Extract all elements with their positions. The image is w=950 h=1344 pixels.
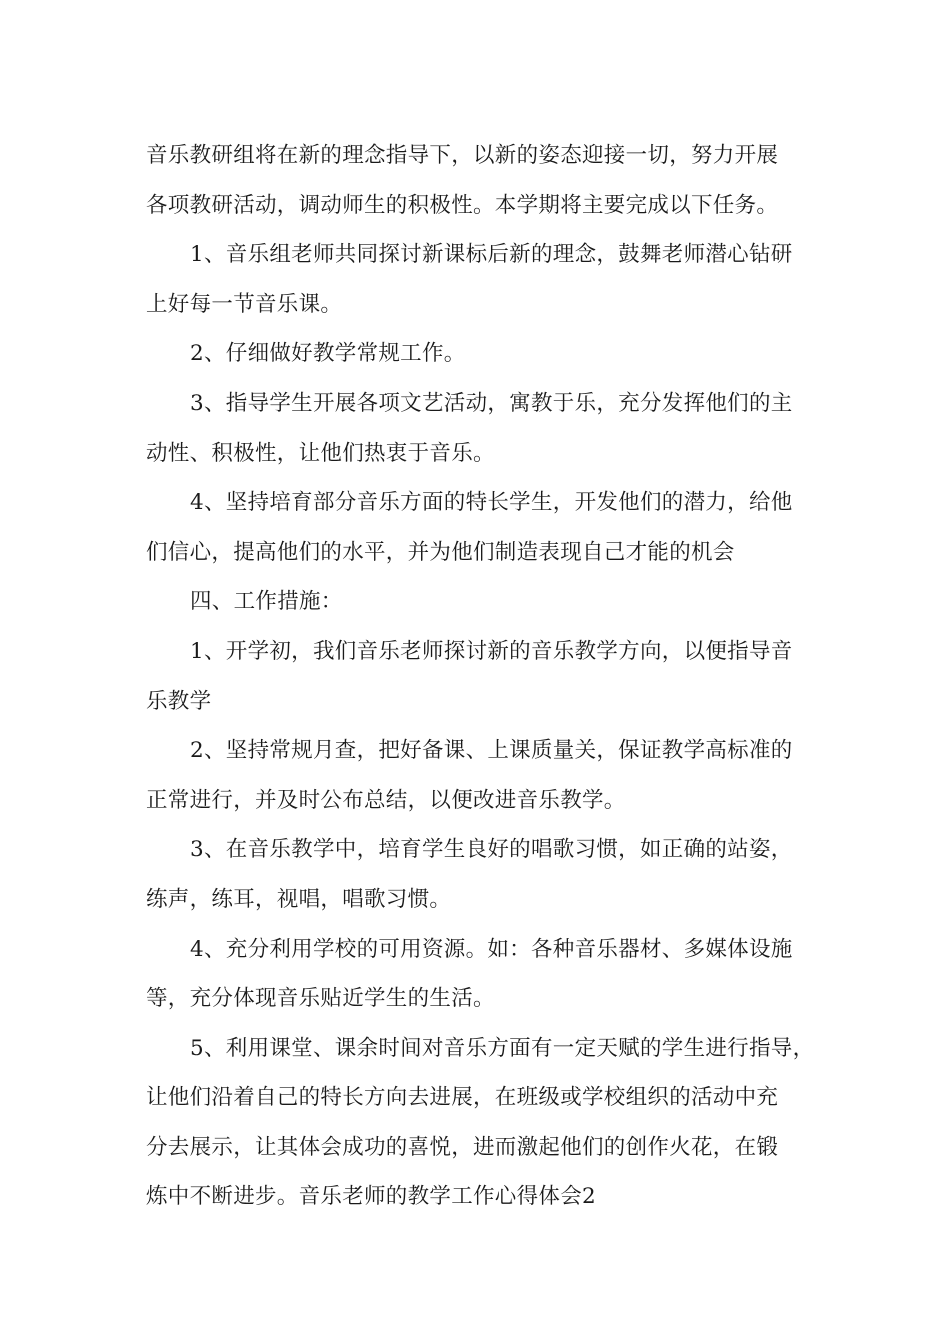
text-line: 乐教学	[146, 688, 212, 714]
section-heading: 四、工作措施：	[190, 589, 343, 615]
text-line: 各项教研活动，调动师生的积极性。本学期将主要完成以下任务。	[146, 192, 779, 218]
text-line: 分去展示，让其体会成功的喜悦，进而激起他们的创作火花，在锻	[146, 1134, 779, 1160]
text-line: 音乐教研组将在新的理念指导下，以新的姿态迎接一切，努力开展	[146, 143, 779, 168]
text-line: 上好每一节音乐课。	[146, 291, 343, 317]
text-line: 炼中不断进步。音乐老师的教学工作心得体会2	[146, 1184, 596, 1210]
text-line: 动性、积极性，让他们热衷于音乐。	[146, 440, 495, 466]
text-line: 3、指导学生开展各项文艺活动，寓教于乐，充分发挥他们的主	[190, 390, 793, 416]
text-line: 们信心，提高他们的水平，并为他们制造表现自己才能的机会	[146, 539, 735, 565]
text-line: 练声，练耳，视唱，唱歌习惯。	[146, 886, 452, 912]
text-line: 3、在音乐教学中，培育学生良好的唱歌习惯，如正确的站姿，	[190, 837, 793, 863]
text-line: 5、利用课堂、课余时间对音乐方面有一定天赋的学生进行指导，	[190, 1035, 815, 1061]
text-line: 等，充分体现音乐贴近学生的生活。	[146, 986, 495, 1012]
text-line: 4、充分利用学校的可用资源。如：各种音乐器材、多媒体设施	[190, 936, 793, 962]
document-body	[146, 131, 815, 1222]
text-line: 正常进行，并及时公布总结，以便改进音乐教学。	[146, 787, 626, 813]
text-line: 1、开学初，我们音乐老师探讨新的音乐教学方向，以便指导音	[190, 638, 793, 664]
text-line: 2、坚持常规月查，把好备课、上课质量关，保证教学高标准的	[190, 738, 793, 764]
text-line: 让他们沿着自己的特长方向去进展，在班级或学校组织的活动中充	[146, 1085, 779, 1111]
text-line: 4、坚持培育部分音乐方面的特长学生，开发他们的潜力，给他	[190, 490, 793, 516]
text-line: 1、音乐组老师共同探讨新课标后新的理念，鼓舞老师潜心钻研	[190, 242, 793, 268]
text-line: 2、仔细做好教学常规工作。	[190, 341, 466, 367]
